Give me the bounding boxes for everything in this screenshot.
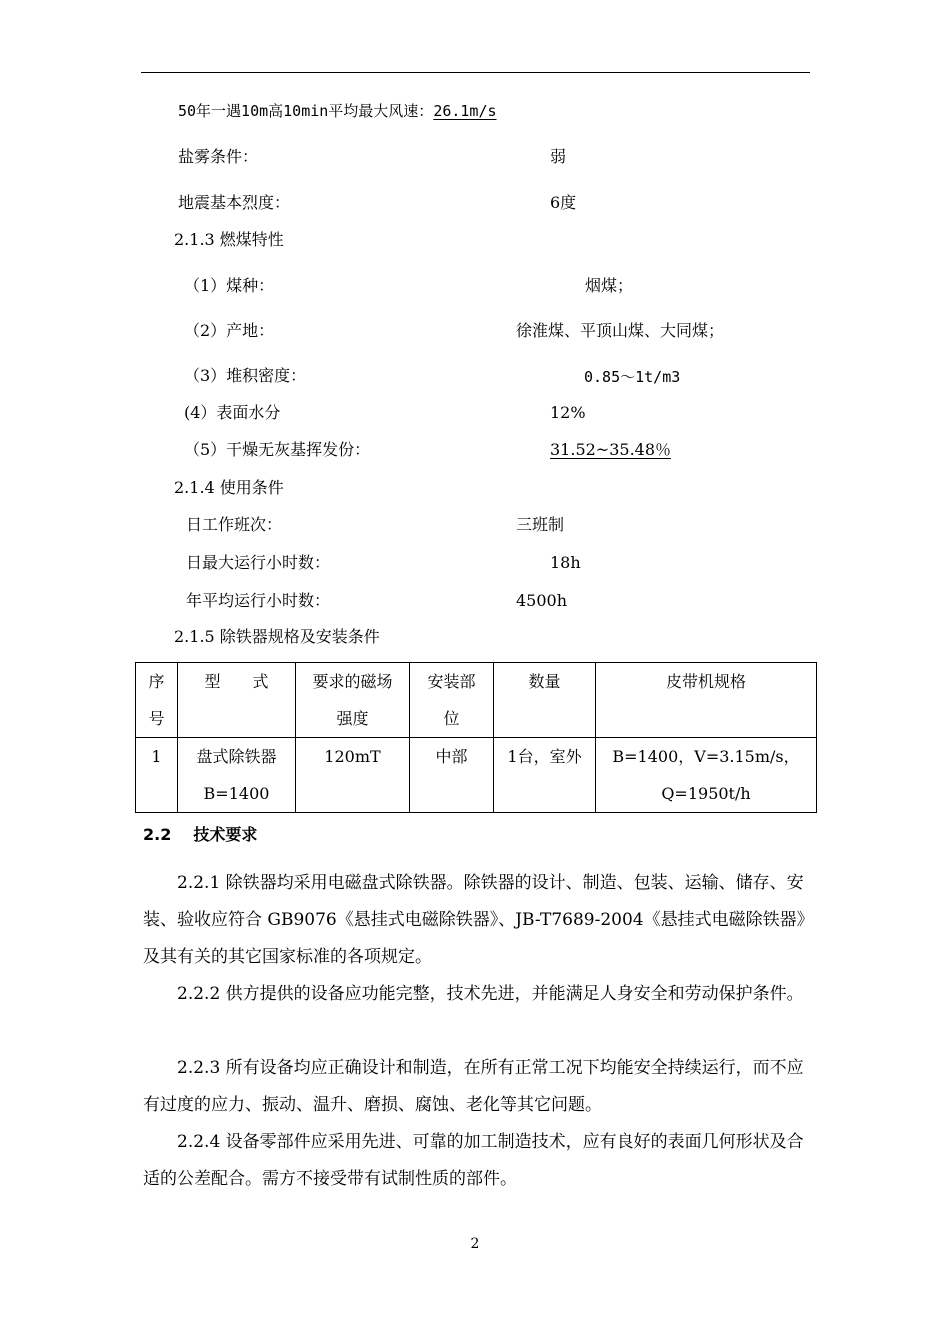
coal-label-5: （5）干燥无灰基挥发份：: [184, 440, 371, 459]
usage-heading: 2.1.4 使用条件: [174, 478, 284, 497]
usage-label-3: 年平均运行小时数：: [186, 591, 331, 610]
paragraph-2-2-1: 2.2.1 除铁器均采用电磁盘式除铁器。除铁器的设计、制造、包装、运输、储存、安装、验收应符合 GB9076《悬挂式电磁除铁器》、JB-T7689-2004《悬挂式电磁除铁器》及其有关的其它国家标准的各项规定。: [143, 873, 806, 967]
seismic-label: 地震基本烈度：: [178, 193, 291, 212]
cell-location: 中部: [410, 738, 494, 813]
section-heading: [143, 825, 257, 845]
header-cell-location: 安装部 位: [410, 663, 494, 738]
salt-value: 弱: [550, 147, 567, 166]
header-cell-model: 型 式: [178, 663, 296, 738]
section-title: 技术要求: [193, 825, 258, 844]
spec-table: [135, 662, 817, 813]
usage-value-2: 18h: [550, 553, 581, 572]
header-rule: [141, 72, 810, 73]
page-number: 2: [470, 1236, 480, 1252]
seismic-value: 6度: [550, 193, 577, 212]
wind-row: [178, 101, 497, 121]
cell-no: 1: [136, 738, 178, 813]
usage-value-1: 三班制: [516, 515, 565, 534]
header-cell-field-strength: 要求的磁场 强度: [296, 663, 410, 738]
coal-value-5: 31.52~35.48％: [550, 440, 672, 459]
coal-value-4: 12%: [550, 403, 586, 422]
salt-label: 盐雾条件：: [178, 147, 259, 166]
cell-field-strength: 120mT: [296, 738, 410, 813]
spec-header-row: [136, 663, 817, 738]
section-number: 2.2: [143, 825, 172, 844]
coal-heading: 2.1.3 燃煤特性: [174, 230, 284, 249]
coal-label-3: （3）堆积密度：: [184, 366, 307, 385]
wind-label: 50年一遇10m高10min平均最大风速：: [178, 102, 434, 120]
cell-quantity: 1台，室外: [494, 738, 596, 813]
paragraph-2-2-3: 2.2.3 所有设备均应正确设计和制造，在所有正常工况下均能安全持续运行，而不应有过度的应力、振动、温升、磨损、腐蚀、老化等其它问题。: [143, 1058, 804, 1115]
coal-label-4: (4）表面水分: [184, 403, 281, 422]
coal-value-2: 徐淮煤、平顶山煤、大同煤；: [516, 321, 725, 340]
paragraph-2-2-4: 2.2.4 设备零部件应采用先进、可靠的加工制造技术，应有良好的表面几何形状及合适的公差配合。需方不接受带有试制性质的部件。: [143, 1132, 804, 1189]
cell-model: 盘式除铁器 B=1400: [178, 738, 296, 813]
coal-label-2: （2）产地：: [184, 321, 275, 340]
header-cell-belt-spec: 皮带机规格: [596, 663, 817, 738]
usage-label-2: 日最大运行小时数：: [186, 553, 331, 572]
usage-label-1: 日工作班次：: [186, 515, 283, 534]
spec-heading: 2.1.5 除铁器规格及安装条件: [174, 627, 380, 646]
header-cell-quantity: 数量: [494, 663, 596, 738]
paragraph-2-2-2: 2.2.2 供方提供的设备应功能完整，技术先进，并能满足人身安全和劳动保护条件。: [177, 984, 804, 1004]
table-row: [136, 738, 817, 813]
usage-value-3: 4500h: [516, 591, 568, 610]
cell-belt-spec: B=1400，V=3.15m/s， Q=1950t/h: [596, 738, 817, 813]
coal-value-1: 烟煤；: [585, 276, 634, 295]
coal-value-3: 0.85～1t/m3: [584, 368, 681, 386]
coal-label-1: （1）煤种：: [184, 276, 275, 295]
wind-value: 26.1m/s: [433, 102, 497, 120]
header-cell-no: 序 号: [136, 663, 178, 738]
